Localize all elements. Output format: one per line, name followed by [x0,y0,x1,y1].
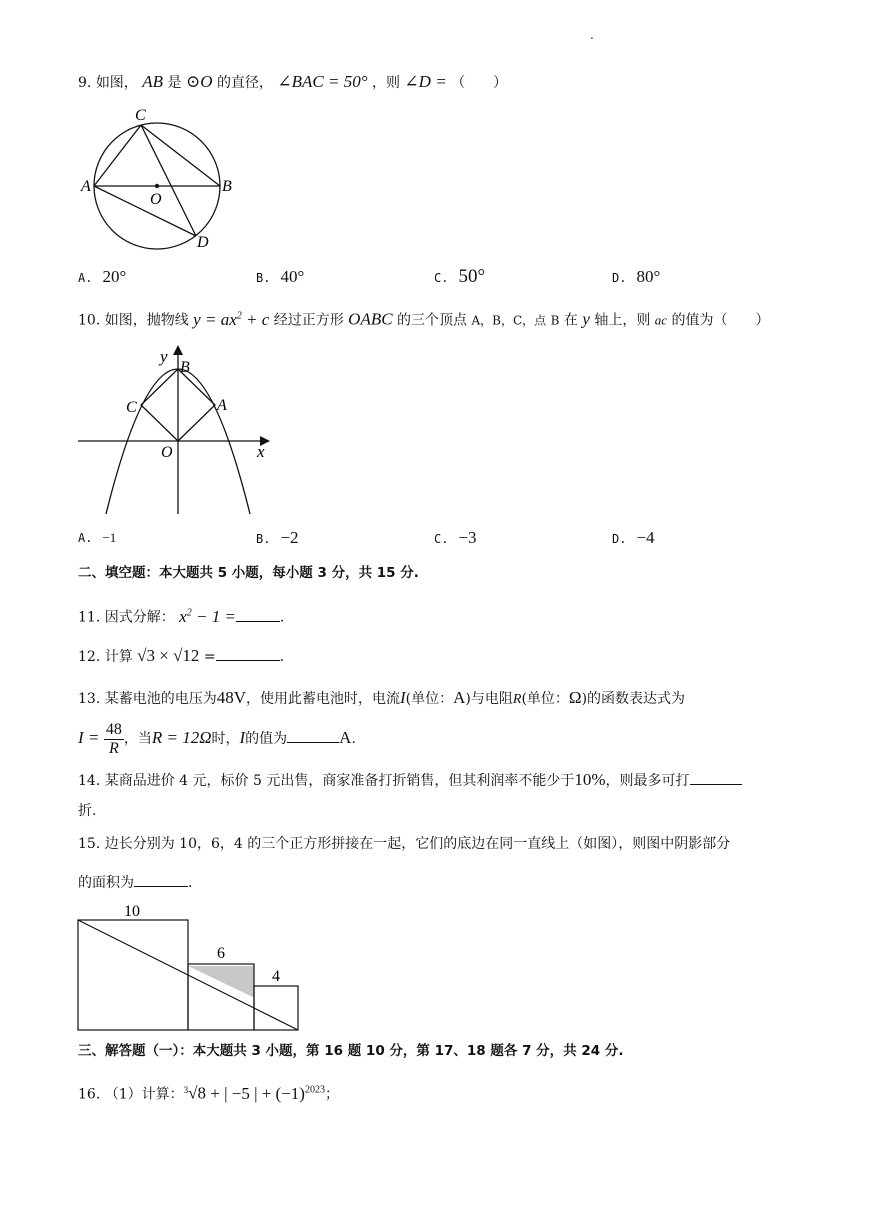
question-12: 12. 计算 √3 × √12 = . [78,646,285,665]
q9-option-d[interactable]: D. 80° [612,267,661,286]
question-16: 16. （1）计算：$^3$√8 + | −5 | + $(-1)^{2023}$； [78,1083,339,1103]
answer-blank[interactable] [216,646,280,661]
answer-blank[interactable] [236,607,280,622]
label-c: C [126,399,137,416]
question-14-line1: 14. 某商品进价 4 元，标价 5 元出售，商家准备打折销售，但其利润率不能少于10%，则最多可打 [78,770,742,791]
three-squares-figure [76,898,302,1034]
label-a: A [217,397,227,414]
label-o: O [150,191,162,208]
chord-cd [141,125,196,236]
question-9-stem: 9. 如图， AB 是 ⊙O 的直径， ∠BAC = 50° ，则 ∠D = （ ） [78,72,508,91]
question-13-line2: I = $\frac{48}{R}$ ，当R = 12Ω时，I的值为 A. [78,720,356,757]
label-6: 6 [217,945,225,962]
chord-ac [94,125,141,186]
q10-option-c[interactable]: C. −3 [434,528,477,547]
label-d: D [197,234,209,251]
label-o: O [161,444,173,461]
parabola-figure [76,342,276,518]
question-13-line1: 13. 某蓄电池的电压为48V，使用此蓄电池时，电流I(单位：A)与电阻R(单位：Ω)的函数表达式为 [78,688,686,707]
q9-option-c[interactable]: C. 50° [434,266,486,287]
question-14-line2: 折. [78,803,97,819]
header-mark: . [590,28,594,42]
label-a: A [81,178,91,195]
answer-blank[interactable] [134,872,188,887]
label-b: B [222,178,232,195]
fraction-48-over-r: $\frac{48}{R}$ [105,720,122,757]
q9-option-b[interactable]: B. 40° [256,267,305,286]
label-10: 10 [124,903,140,920]
circle-figure [78,104,248,254]
section-2-heading: 二、填空题：本大题共 5 小题，每小题 3 分，共 15 分. [78,565,419,581]
square-10 [78,920,188,1030]
label-y: y [160,347,168,366]
q9-option-a[interactable]: A. 20° [78,267,127,286]
section-3-heading: 三、解答题（一）：本大题共 3 小题，第 16 题 10 分，第 17、18 题各 7 分，共 24 分. [78,1043,624,1059]
label-b: B [180,359,190,376]
question-15-line2: 的面积为 . [78,872,192,893]
answer-blank[interactable] [287,728,339,743]
question-15-line1: 15. 边长分别为 10，6，4 的三个正方形拼接在一起，它们的底边在同一直线上（如图），则图中阴影部分 [78,836,731,852]
question-11: 11. 因式分解： $x^2 - 1$ = . [78,606,285,626]
q10-option-d[interactable]: D. −4 [612,528,655,547]
q10-option-b[interactable]: B. −2 [256,528,299,547]
shaded-region [188,966,254,998]
chord-cb [141,125,220,186]
label-c: C [135,107,146,124]
label-x: x [257,442,265,461]
question-10-stem: 10. 如图，抛物线 $y = ax^2 + c$ 经过正方形 OABC 的三个顶点 A，B，C，点 B 在 y 轴上，则 ac 的值为（ ） [78,309,770,329]
label-4: 4 [272,968,280,985]
answer-blank[interactable] [690,770,742,785]
center-dot [155,184,159,188]
q10-option-a[interactable]: A. −1 [78,530,117,545]
y-axis-arrow [173,345,183,355]
question-number: 9. [78,75,92,91]
square-4 [254,986,298,1030]
chord-ad [94,186,196,236]
